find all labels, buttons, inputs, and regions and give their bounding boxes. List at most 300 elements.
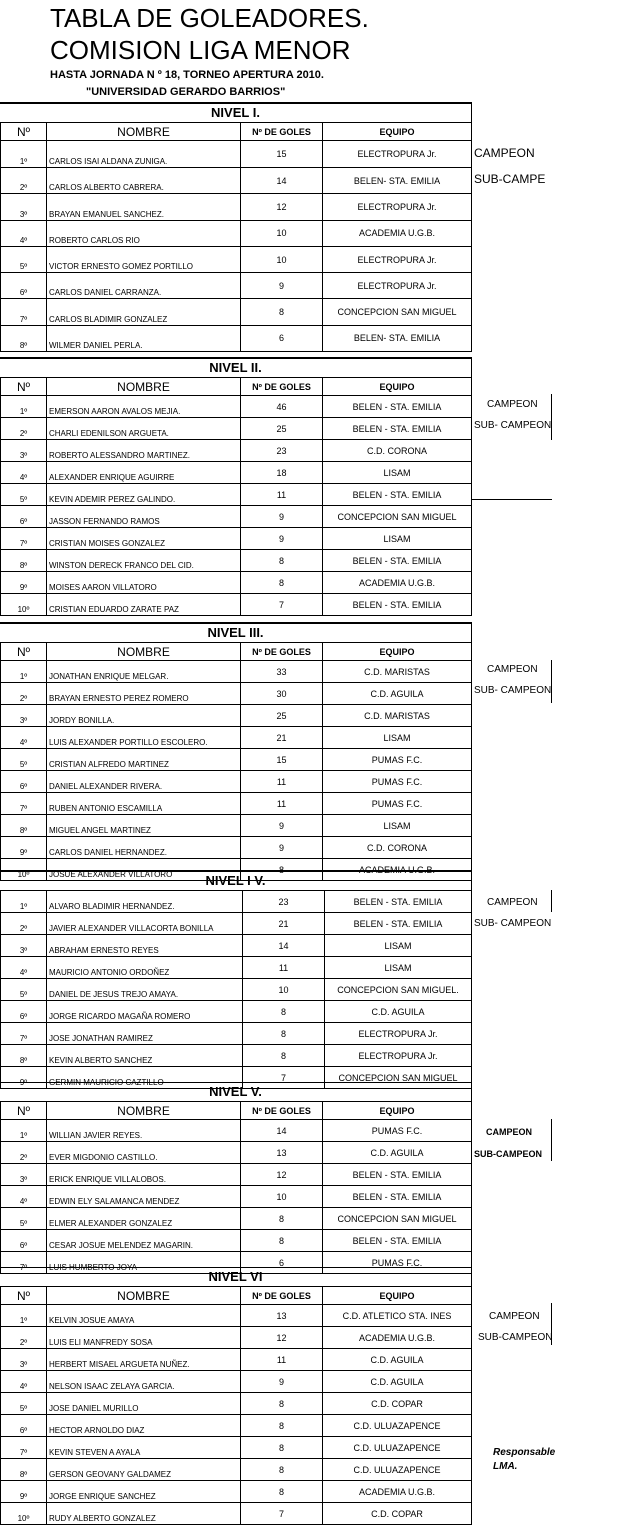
row-rank: 1º bbox=[1, 396, 47, 418]
row-rank: 2º bbox=[1, 168, 47, 194]
row-team: C.D. AGUILA bbox=[323, 1371, 472, 1393]
table-row bbox=[1, 705, 472, 727]
column-header-num: Nº bbox=[1, 643, 47, 661]
column-header-num: Nº bbox=[1, 1287, 47, 1305]
row-player-name: KELVIN JOSUE AMAYA bbox=[47, 1305, 241, 1327]
row-team: C.D. ULUAZAPENCE bbox=[323, 1459, 472, 1481]
table-row bbox=[1, 1045, 472, 1067]
row-rank: 6º bbox=[1, 1415, 47, 1437]
row-goals: 10 bbox=[243, 979, 325, 1001]
row-rank: 7º bbox=[1, 528, 47, 550]
row-rank: 2º bbox=[1, 683, 47, 705]
champion-label: CAMPEON bbox=[474, 146, 535, 160]
champion-label: CAMPEON bbox=[487, 399, 538, 410]
row-player-name: BRAYAN ERNESTO PEREZ ROMERO bbox=[47, 683, 241, 705]
row-goals: 21 bbox=[241, 727, 323, 749]
row-rank: 9º bbox=[1, 572, 47, 594]
row-player-name: LUIS ELI MANFREDY SOSA bbox=[47, 1327, 241, 1349]
row-goals: 6 bbox=[241, 325, 323, 351]
row-player-name: CRISTIAN MOISES GONZALEZ bbox=[47, 528, 241, 550]
row-goals: 14 bbox=[243, 935, 325, 957]
row-team: BELEN - STA. EMILIA bbox=[323, 396, 472, 418]
row-player-name: ROBERTO ALESSANDRO MARTINEZ. bbox=[47, 440, 241, 462]
row-team: BELEN - STA. EMILIA bbox=[325, 913, 472, 935]
row-goals: 18 bbox=[241, 462, 323, 484]
row-goals: 13 bbox=[241, 1142, 323, 1164]
row-goals: 10 bbox=[241, 220, 323, 246]
table-row bbox=[1, 935, 472, 957]
table-row bbox=[1, 913, 472, 935]
row-team: CONCEPCION SAN MIGUEL bbox=[323, 506, 472, 528]
row-team: LISAM bbox=[325, 957, 472, 979]
level-section bbox=[0, 1082, 472, 1274]
column-header-goals: Nº DE GOLES bbox=[241, 123, 323, 141]
row-goals: 8 bbox=[241, 550, 323, 572]
row-goals: 8 bbox=[241, 1481, 323, 1503]
row-team: LISAM bbox=[323, 815, 472, 837]
table-row bbox=[1, 572, 472, 594]
level-section bbox=[0, 870, 472, 1089]
row-goals: 30 bbox=[241, 683, 323, 705]
row-rank: 2º bbox=[1, 1327, 47, 1349]
row-player-name: JONATHAN ENRIQUE MELGAR. bbox=[47, 661, 241, 683]
row-player-name: EDWIN ELY SALAMANCA MENDEZ bbox=[47, 1186, 241, 1208]
divider-line bbox=[472, 499, 552, 500]
row-rank: 4º bbox=[1, 727, 47, 749]
row-team: C.D. ULUAZAPENCE bbox=[323, 1437, 472, 1459]
runner-up-label: SUB-CAMPEON bbox=[478, 1332, 553, 1343]
table-row bbox=[1, 1437, 472, 1459]
row-player-name: EMERSON AARON AVALOS MEJIA. bbox=[47, 396, 241, 418]
row-team: BELEN - STA. EMILIA bbox=[323, 418, 472, 440]
row-rank: 1º bbox=[1, 1305, 47, 1327]
row-goals: 8 bbox=[241, 572, 323, 594]
row-player-name: WILMER DANIEL PERLA. bbox=[47, 325, 241, 351]
column-header-name: NOMBRE bbox=[47, 123, 241, 141]
row-player-name: JORGE ENRIQUE SANCHEZ bbox=[47, 1481, 241, 1503]
row-goals: 11 bbox=[241, 793, 323, 815]
scorers-table bbox=[0, 890, 472, 1089]
table-header-row bbox=[1, 378, 472, 396]
row-team: BELEN - STA. EMILIA bbox=[323, 1186, 472, 1208]
row-rank: 6º bbox=[1, 273, 47, 299]
row-player-name: LUIS HUMBERTO JOYA bbox=[47, 1252, 241, 1274]
row-rank: 9º bbox=[1, 1481, 47, 1503]
row-player-name: NELSON ISAAC ZELAYA GARCIA. bbox=[47, 1371, 241, 1393]
row-player-name: CARLOS BLADIMIR GONZALEZ bbox=[47, 299, 241, 325]
row-rank: 8º bbox=[1, 325, 47, 351]
row-team: BELEN - STA. EMILIA bbox=[323, 550, 472, 572]
row-rank: 5º bbox=[1, 979, 47, 1001]
row-player-name: GERSON GEOVANY GALDAMEZ bbox=[47, 1459, 241, 1481]
level-title bbox=[0, 872, 472, 890]
row-team: LISAM bbox=[323, 528, 472, 550]
table-row bbox=[1, 1415, 472, 1437]
column-header-num: Nº bbox=[1, 378, 47, 396]
row-player-name: JOSUE ALEXANDER VILLATORO bbox=[47, 859, 241, 881]
row-player-name: KEVIN ALBERTO SANCHEZ bbox=[47, 1045, 243, 1067]
table-row bbox=[1, 440, 472, 462]
row-player-name: JORDY BONILLA. bbox=[47, 705, 241, 727]
column-header-name: NOMBRE bbox=[47, 378, 241, 396]
table-row bbox=[1, 683, 472, 705]
column-header-goals: Nº DE GOLES bbox=[241, 378, 323, 396]
row-rank: 2º bbox=[1, 1142, 47, 1164]
row-rank: 1º bbox=[1, 1120, 47, 1142]
table-row bbox=[1, 246, 472, 272]
level-section bbox=[0, 102, 472, 352]
level-section bbox=[0, 1267, 472, 1525]
row-rank: 3º bbox=[1, 705, 47, 727]
row-rank: 3º bbox=[1, 194, 47, 220]
row-goals: 7 bbox=[241, 1503, 323, 1525]
table-row bbox=[1, 1023, 472, 1045]
row-rank: 4º bbox=[1, 220, 47, 246]
scorers-table bbox=[0, 1101, 472, 1274]
row-team: PUMAS F.C. bbox=[323, 749, 472, 771]
award-bracket-line bbox=[551, 660, 552, 703]
row-rank: 5º bbox=[1, 246, 47, 272]
row-team: ACADEMIA U.G.B. bbox=[323, 572, 472, 594]
row-player-name: ROBERTO CARLOS RIO bbox=[47, 220, 241, 246]
row-team: CONCEPCION SAN MIGUEL bbox=[323, 299, 472, 325]
level-title-text: NIVEL II. bbox=[209, 360, 262, 375]
award-bracket-line bbox=[551, 1303, 552, 1345]
row-rank: 1º bbox=[1, 891, 47, 913]
row-team: BELEN - STA. EMILIA bbox=[325, 891, 472, 913]
row-goals: 8 bbox=[241, 299, 323, 325]
table-row bbox=[1, 661, 472, 683]
row-rank: 3º bbox=[1, 1164, 47, 1186]
table-row bbox=[1, 1459, 472, 1481]
row-goals: 9 bbox=[241, 506, 323, 528]
table-row bbox=[1, 1001, 472, 1023]
row-rank: 8º bbox=[1, 550, 47, 572]
row-player-name: DANIEL DE JESUS TREJO AMAYA. bbox=[47, 979, 243, 1001]
row-rank: 2º bbox=[1, 913, 47, 935]
table-row bbox=[1, 815, 472, 837]
row-rank: 9º bbox=[1, 837, 47, 859]
row-team: C.D. CORONA bbox=[323, 837, 472, 859]
table-row bbox=[1, 528, 472, 550]
row-goals: 9 bbox=[241, 837, 323, 859]
row-rank: 3º bbox=[1, 440, 47, 462]
row-rank: 7º bbox=[1, 299, 47, 325]
table-row bbox=[1, 194, 472, 220]
table-row bbox=[1, 1186, 472, 1208]
row-rank: 7º bbox=[1, 1252, 47, 1274]
row-team: BELEN - STA. EMILIA bbox=[323, 1164, 472, 1186]
row-rank: 5º bbox=[1, 1208, 47, 1230]
signature bbox=[493, 1446, 555, 1474]
table-row bbox=[1, 1120, 472, 1142]
row-player-name: HERBERT MISAEL ARGUETA NUÑEZ. bbox=[47, 1349, 241, 1371]
award-bracket-line bbox=[551, 394, 552, 440]
level-section bbox=[0, 357, 472, 616]
row-player-name: RUDY ALBERTO GONZALEZ bbox=[47, 1503, 241, 1525]
row-team: PUMAS F.C. bbox=[323, 1252, 472, 1274]
award-bracket-line bbox=[551, 890, 552, 912]
row-rank: 5º bbox=[1, 484, 47, 506]
row-team: ELECTROPURA Jr. bbox=[323, 194, 472, 220]
champion-label: CAMPEON bbox=[489, 1311, 540, 1322]
table-row bbox=[1, 1349, 472, 1371]
row-player-name: ELMER ALEXANDER GONZALEZ bbox=[47, 1208, 241, 1230]
row-player-name: CARLOS DANIEL HERNANDEZ. bbox=[47, 837, 241, 859]
scorers-table bbox=[0, 642, 472, 881]
row-player-name: CARLOS ISAI ALDANA ZUNIGA. bbox=[47, 141, 241, 168]
signature-line2: LMA. bbox=[493, 1461, 518, 1472]
row-goals: 6 bbox=[241, 1252, 323, 1274]
row-goals: 9 bbox=[241, 528, 323, 550]
level-title bbox=[0, 1268, 472, 1286]
scorers-table bbox=[0, 122, 472, 352]
row-rank: 9º bbox=[1, 1067, 47, 1089]
row-player-name: MOISES AARON VILLATORO bbox=[47, 572, 241, 594]
row-goals: 7 bbox=[241, 594, 323, 616]
row-team: ELECTROPURA Jr. bbox=[325, 1045, 472, 1067]
row-player-name: KEVIN ADEMIR PEREZ GALINDO. bbox=[47, 484, 241, 506]
row-player-name: HECTOR ARNOLDO DIAZ bbox=[47, 1415, 241, 1437]
row-player-name: ERICK ENRIQUE VILLALOBOS. bbox=[47, 1164, 241, 1186]
table-row bbox=[1, 793, 472, 815]
row-player-name: BRAYAN EMANUEL SANCHEZ. bbox=[47, 194, 241, 220]
row-goals: 21 bbox=[243, 913, 325, 935]
level-title bbox=[0, 359, 472, 377]
row-goals: 13 bbox=[241, 1305, 323, 1327]
table-row bbox=[1, 325, 472, 351]
row-goals: 9 bbox=[241, 815, 323, 837]
row-goals: 8 bbox=[243, 1023, 325, 1045]
row-rank: 8º bbox=[1, 1459, 47, 1481]
row-rank: 3º bbox=[1, 935, 47, 957]
column-header-name: NOMBRE bbox=[47, 1102, 241, 1120]
row-player-name: MIGUEL ANGEL MARTINEZ bbox=[47, 815, 241, 837]
table-row bbox=[1, 462, 472, 484]
row-rank: 1º bbox=[1, 141, 47, 168]
row-rank: 7º bbox=[1, 1437, 47, 1459]
table-row bbox=[1, 1481, 472, 1503]
table-row bbox=[1, 979, 472, 1001]
row-rank: 4º bbox=[1, 1371, 47, 1393]
row-team: LISAM bbox=[323, 727, 472, 749]
row-rank: 4º bbox=[1, 462, 47, 484]
table-row bbox=[1, 1393, 472, 1415]
row-team: C.D. ATLETICO STA. INES bbox=[323, 1305, 472, 1327]
row-goals: 8 bbox=[241, 1459, 323, 1481]
row-player-name: EVER MIGDONIO CASTILLO. bbox=[47, 1142, 241, 1164]
table-row bbox=[1, 299, 472, 325]
champion-label: CAMPEON bbox=[486, 1127, 533, 1137]
row-player-name: ALEXANDER ENRIQUE AGUIRRE bbox=[47, 462, 241, 484]
row-rank: 6º bbox=[1, 1001, 47, 1023]
champion-label: CAMPEON bbox=[487, 664, 538, 675]
level-title-text: NIVEL I V. bbox=[205, 873, 266, 888]
row-goals: 8 bbox=[241, 1393, 323, 1415]
table-row bbox=[1, 418, 472, 440]
row-goals: 11 bbox=[241, 771, 323, 793]
row-team: LISAM bbox=[323, 462, 472, 484]
row-player-name: CARLOS ALBERTO CABRERA. bbox=[47, 168, 241, 194]
column-header-name: NOMBRE bbox=[47, 643, 241, 661]
table-row bbox=[1, 1305, 472, 1327]
table-row bbox=[1, 594, 472, 616]
row-rank: 1º bbox=[1, 661, 47, 683]
row-player-name: WILLIAN JAVIER REYES. bbox=[47, 1120, 241, 1142]
column-header-team: EQUIPO bbox=[323, 123, 472, 141]
row-goals: 9 bbox=[241, 1371, 323, 1393]
row-goals: 8 bbox=[241, 1415, 323, 1437]
row-team: C.D. AGUILA bbox=[323, 1142, 472, 1164]
row-rank: 5º bbox=[1, 1393, 47, 1415]
table-row bbox=[1, 273, 472, 299]
scorers-table bbox=[0, 377, 472, 616]
row-team: ACADEMIA U.G.B. bbox=[323, 220, 472, 246]
row-team: LISAM bbox=[325, 935, 472, 957]
level-title bbox=[0, 104, 472, 122]
row-player-name: LUIS ALEXANDER PORTILLO ESCOLERO. bbox=[47, 727, 241, 749]
table-row bbox=[1, 550, 472, 572]
row-team: ACADEMIA U.G.B. bbox=[323, 859, 472, 881]
column-header-team: EQUIPO bbox=[323, 1287, 472, 1305]
table-row bbox=[1, 749, 472, 771]
row-goals: 8 bbox=[241, 859, 323, 881]
column-header-name: NOMBRE bbox=[47, 1287, 241, 1305]
row-team: ELECTROPURA Jr. bbox=[325, 1023, 472, 1045]
row-team: BELEN- STA. EMILIA bbox=[323, 325, 472, 351]
column-header-team: EQUIPO bbox=[323, 1102, 472, 1120]
table-row bbox=[1, 727, 472, 749]
row-rank: 10º bbox=[1, 859, 47, 881]
row-team: ELECTROPURA Jr. bbox=[323, 273, 472, 299]
row-player-name: JORGE RICARDO MAGAÑA ROMERO bbox=[47, 1001, 243, 1023]
row-goals: 14 bbox=[241, 1120, 323, 1142]
row-player-name: CESAR JOSUE MELENDEZ MAGARIN. bbox=[47, 1230, 241, 1252]
row-player-name: JAVIER ALEXANDER VILLACORTA BONILLA bbox=[47, 913, 243, 935]
row-rank: 6º bbox=[1, 1230, 47, 1252]
row-rank: 7º bbox=[1, 1023, 47, 1045]
row-rank: 4º bbox=[1, 1186, 47, 1208]
scorers-table bbox=[0, 1286, 472, 1525]
row-goals: 15 bbox=[241, 749, 323, 771]
row-player-name: ALVARO BLADIMIR HERNANDEZ. bbox=[47, 891, 243, 913]
level-title-text: NIVEL VI bbox=[208, 1269, 263, 1284]
row-team: C.D. MARISTAS bbox=[323, 661, 472, 683]
row-goals: 10 bbox=[241, 1186, 323, 1208]
champion-label: CAMPEON bbox=[487, 897, 538, 908]
column-header-goals: Nº DE GOLES bbox=[241, 643, 323, 661]
row-rank: 10º bbox=[1, 1503, 47, 1525]
row-goals: 46 bbox=[241, 396, 323, 418]
row-player-name: ABRAHAM ERNESTO REYES bbox=[47, 935, 243, 957]
row-rank: 5º bbox=[1, 749, 47, 771]
row-team: ELECTROPURA Jr. bbox=[323, 246, 472, 272]
runner-up-label: SUB-CAMPE bbox=[474, 172, 546, 186]
row-player-name: DANIEL ALEXANDER RIVERA. bbox=[47, 771, 241, 793]
runner-up-label: SUB- CAMPEON bbox=[474, 918, 552, 929]
row-team: BELEN - STA. EMILIA bbox=[323, 484, 472, 506]
row-team: ELECTROPURA Jr. bbox=[323, 141, 472, 168]
table-row bbox=[1, 891, 472, 913]
row-team: BELEN- STA. EMILIA bbox=[323, 168, 472, 194]
row-goals: 8 bbox=[241, 1230, 323, 1252]
row-rank: 8º bbox=[1, 1045, 47, 1067]
table-header-row bbox=[1, 643, 472, 661]
row-team: C.D. AGUILA bbox=[325, 1001, 472, 1023]
table-header-row bbox=[1, 1102, 472, 1120]
row-team: C.D. AGUILA bbox=[323, 1349, 472, 1371]
row-goals: 25 bbox=[241, 418, 323, 440]
row-player-name: CARLOS DANIEL CARRANZA. bbox=[47, 273, 241, 299]
table-row bbox=[1, 771, 472, 793]
level-title-text: NIVEL III. bbox=[207, 625, 264, 640]
row-team: ACADEMIA U.G.B. bbox=[323, 1481, 472, 1503]
row-player-name: WINSTON DERECK FRANCO DEL CID. bbox=[47, 550, 241, 572]
table-row bbox=[1, 957, 472, 979]
row-team: CONCEPCION SAN MIGUEL. bbox=[325, 979, 472, 1001]
table-header-row bbox=[1, 123, 472, 141]
column-header-team: EQUIPO bbox=[323, 378, 472, 396]
table-row bbox=[1, 1142, 472, 1164]
table-row bbox=[1, 1230, 472, 1252]
row-goals: 8 bbox=[243, 1001, 325, 1023]
row-rank: 3º bbox=[1, 1349, 47, 1371]
table-row bbox=[1, 1327, 472, 1349]
table-header-row bbox=[1, 1287, 472, 1305]
row-team: PUMAS F.C. bbox=[323, 1120, 472, 1142]
row-player-name: JASSON FERNANDO RAMOS bbox=[47, 506, 241, 528]
row-team: C.D. COPAR bbox=[323, 1503, 472, 1525]
signature-line1: Responsable bbox=[493, 1447, 556, 1458]
row-player-name: CRISTIAN EDUARDO ZARATE PAZ bbox=[47, 594, 241, 616]
level-title bbox=[0, 1083, 472, 1101]
row-player-name: CHARLI EDENILSON ARGUETA. bbox=[47, 418, 241, 440]
page-title: TABLA DE GOLEADORES. bbox=[50, 3, 369, 33]
row-rank: 4º bbox=[1, 957, 47, 979]
row-player-name: CRISTIAN ALFREDO MARTINEZ bbox=[47, 749, 241, 771]
row-player-name: VICTOR ERNESTO GOMEZ PORTILLO bbox=[47, 246, 241, 272]
table-row bbox=[1, 837, 472, 859]
table-row bbox=[1, 484, 472, 506]
runner-up-label: SUB- CAMPEON bbox=[474, 685, 552, 696]
tournament-info: HASTA JORNADA N º 18, TORNEO APERTURA 2010. bbox=[50, 69, 324, 81]
runner-up-label: SUB-CAMPEON bbox=[474, 1149, 543, 1159]
row-team: ACADEMIA U.G.B. bbox=[323, 1327, 472, 1349]
row-goals: 12 bbox=[241, 194, 323, 220]
table-row bbox=[1, 1164, 472, 1186]
table-row bbox=[1, 141, 472, 168]
row-goals: 12 bbox=[241, 1164, 323, 1186]
row-goals: 8 bbox=[241, 1208, 323, 1230]
row-rank: 6º bbox=[1, 771, 47, 793]
row-goals: 9 bbox=[241, 273, 323, 299]
column-header-num: Nº bbox=[1, 1102, 47, 1120]
award-bracket-line bbox=[551, 1119, 552, 1161]
row-goals: 33 bbox=[241, 661, 323, 683]
row-team: BELEN - STA. EMILIA bbox=[323, 594, 472, 616]
row-team: C.D. COPAR bbox=[323, 1393, 472, 1415]
row-goals: 23 bbox=[241, 440, 323, 462]
row-team: C.D. MARISTAS bbox=[323, 705, 472, 727]
university-name: "UNIVERSIDAD GERARDO BARRIOS" bbox=[86, 86, 286, 98]
row-team: CONCEPCION SAN MIGUEL bbox=[325, 1067, 472, 1089]
row-goals: 15 bbox=[241, 141, 323, 168]
page-subtitle: COMISION LIGA MENOR bbox=[50, 35, 351, 65]
row-rank: 10º bbox=[1, 594, 47, 616]
row-team: BELEN - STA. EMILIA bbox=[323, 1230, 472, 1252]
row-player-name: RUBEN ANTONIO ESCAMILLA bbox=[47, 793, 241, 815]
table-row bbox=[1, 1208, 472, 1230]
